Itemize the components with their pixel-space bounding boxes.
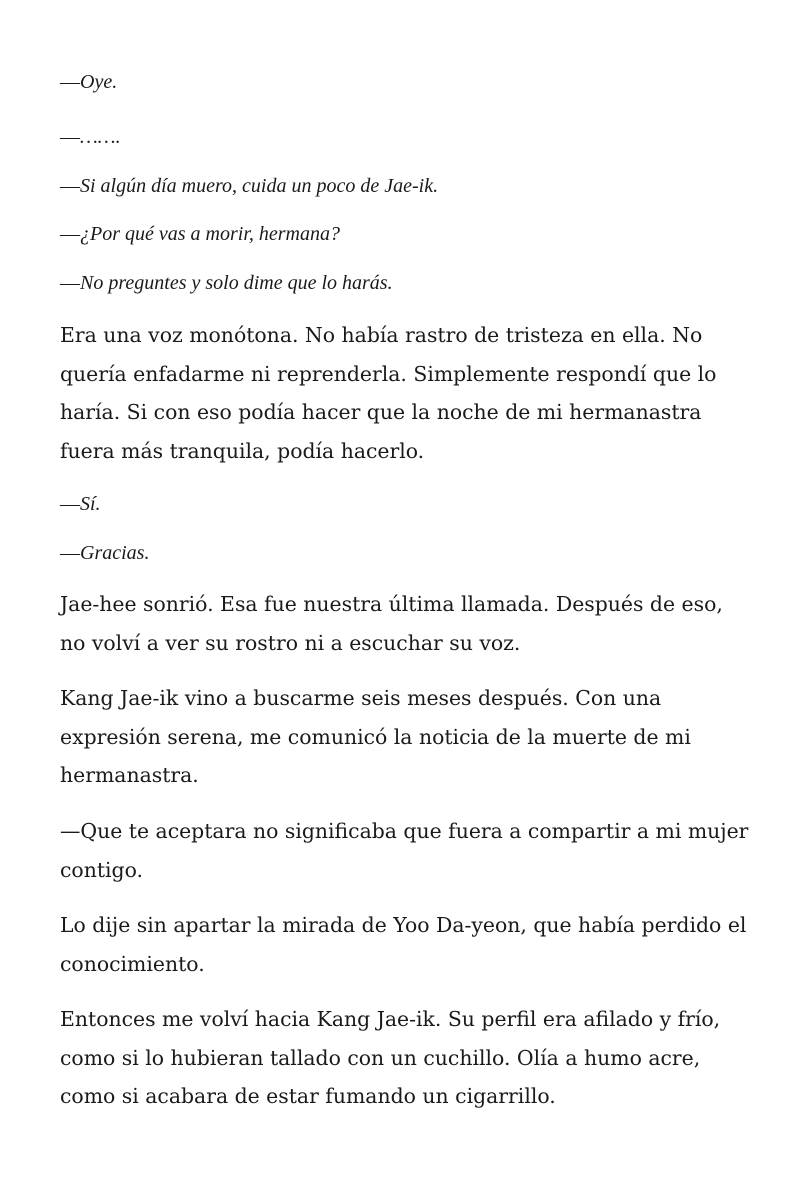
narrative-paragraph: Lo dije sin apartar la mirada de Yoo Da-yeon, que había perdido el conocimiento. [60,913,747,976]
dialogue-line: —Oye. [60,71,118,93]
narrative-paragraph: Kang Jae-ik vino a buscarme seis meses después. Con una expresión serena, me comunicó la noticia de la muerte de mi hermanastra. [60,686,691,788]
narrative-paragraph: —Que te aceptara no significaba que fuera a compartir a mi mujer contigo. [60,819,749,882]
dialogue-dash: — [60,175,80,197]
dialogue-line: —……. [60,126,121,148]
dialogue-line: —¿Por qué vas a morir, hermana? [60,223,340,245]
dialogue-dash: — [60,272,80,294]
dialogue-dash: — [60,223,80,245]
narrative-paragraph: Era una voz monótona. No había rastro de tristeza en ella. No quería enfadarme ni reprenderla. Simplemente respondí que lo haría. Si con eso podía hacer que la noche de mi hermanastra fuera más tranquila, podía hacerlo. [60,323,717,463]
dialogue-line: —Sí. [60,493,101,515]
dialogue-line: —No preguntes y solo dime que lo harás. [60,272,393,294]
dialogue-line: —Si algún día muero, cuida un poco de Jae-ik. [60,175,439,197]
dialogue-dash: — [60,493,80,515]
narrative-paragraph: Jae-hee sonrió. Esa fue nuestra última llamada. Después de eso, no volví a ver su rostro ni a escuchar su voz. [60,592,723,655]
dialogue-line: —Gracias. [60,542,150,564]
dialogue-dash: — [60,542,80,564]
dialogue-dash: — [60,126,80,148]
narrative-paragraph: Entonces me volví hacia Kang Jae-ik. Su perfil era afilado y frío, como si lo hubieran tallado con un cuchillo. Olía a humo acre, como si acabara de estar fumando un cigarrillo. [60,1007,721,1109]
dialogue-dash: — [60,71,80,93]
